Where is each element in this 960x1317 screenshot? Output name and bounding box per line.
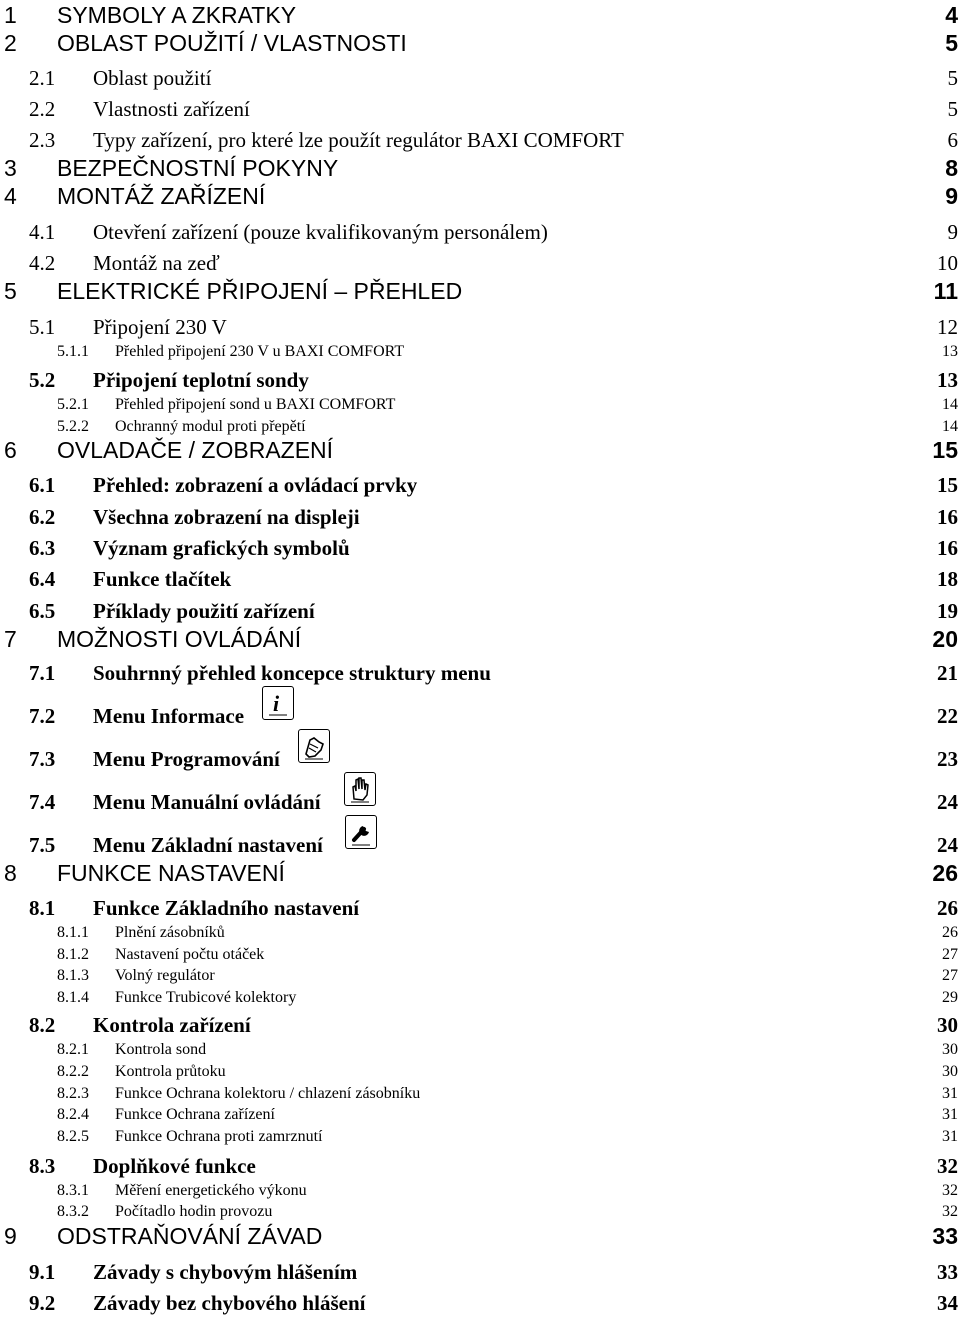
toc-entry-number: 6.4 — [29, 567, 56, 591]
toc-entry-6[interactable] — [0, 435, 960, 465]
toc-entry-page-number: 5 — [945, 30, 958, 56]
toc-entry-number: 8.2.2 — [57, 1063, 89, 1080]
toc-entry-6-4[interactable] — [0, 563, 960, 593]
toc-entry-title: Funkce Trubicové kolektory — [115, 989, 297, 1006]
toc-entry-number: 8.3.2 — [57, 1203, 89, 1220]
toc-entry-title: Typy zařízení, pro které lze použít regulátor BAXI COMFORT — [93, 128, 624, 152]
toc-entry-number: 2.2 — [29, 97, 56, 121]
toc-entry-number: 5.2 — [29, 368, 56, 392]
toc-entry-8-2-5[interactable] — [0, 1122, 960, 1152]
toc-entry-number: 7.2 — [29, 704, 56, 728]
toc-entry-page-number: 16 — [937, 536, 958, 560]
toc-entry-page-number: 14 — [942, 396, 958, 413]
toc-entry-title: Plnění zásobníků — [115, 924, 225, 941]
toc-entry-7[interactable] — [0, 624, 960, 654]
wrench-icon — [345, 815, 377, 849]
toc-entry-page-number: 14 — [942, 418, 958, 435]
toc-entry-page-number: 29 — [942, 989, 958, 1006]
toc-entry-4[interactable] — [0, 181, 960, 211]
toc-entry-5[interactable] — [0, 276, 960, 306]
toc-entry-page-number: 31 — [942, 1128, 958, 1145]
toc-entry-6-1[interactable] — [0, 469, 960, 499]
toc-entry-title: Připojení teplotní sondy — [93, 368, 309, 392]
toc-entry-number: 2 — [4, 30, 17, 56]
toc-entry-page-number: 27 — [942, 967, 958, 984]
toc-entry-title: Měření energetického výkonu — [115, 1182, 307, 1199]
toc-entry-page-number: 30 — [942, 1041, 958, 1058]
toc-entry-title: Vlastnosti zařízení — [93, 97, 250, 121]
toc-entry-page-number: 19 — [937, 599, 958, 623]
toc-entry-number: 8.1.2 — [57, 946, 89, 963]
toc-entry-page-number: 18 — [937, 567, 958, 591]
toc-entry-title: Funkce Ochrana proti zamrznutí — [115, 1128, 323, 1145]
toc-entry-number: 9 — [4, 1223, 17, 1249]
toc-entry-title: Připojení 230 V — [93, 315, 227, 339]
toc-entry-page-number: 9 — [945, 183, 958, 209]
toc-entry-title: Menu Informace — [93, 704, 245, 728]
toc-entry-page-number: 31 — [942, 1106, 958, 1123]
toc-entry-title: Menu Manuální ovládání — [93, 790, 321, 814]
toc-entry-page-number: 5 — [947, 97, 958, 121]
toc-entry-title: Volný regulátor — [115, 967, 215, 984]
toc-entry-6-5[interactable] — [0, 595, 960, 625]
toc-entry-number: 9.2 — [29, 1291, 56, 1315]
toc-entry-page-number: 30 — [937, 1013, 958, 1037]
toc-entry-page-number: 4 — [945, 2, 958, 28]
toc-entry-title: Význam grafických symbolů — [93, 536, 350, 560]
info-icon — [262, 686, 294, 720]
toc-entry-title: Přehled: zobrazení a ovládací prvky — [93, 473, 418, 497]
toc-entry-2-2[interactable] — [0, 93, 960, 123]
toc-entry-title: Kontrola průtoku — [115, 1063, 226, 1080]
toc-entry-title: Přehled připojení sond u BAXI COMFORT — [115, 396, 396, 413]
toc-entry-1[interactable] — [0, 0, 960, 30]
toc-entry-number: 6.1 — [29, 473, 56, 497]
toc-entry-9-2[interactable] — [0, 1287, 960, 1317]
toc-entry-number: 8.2.1 — [57, 1041, 89, 1058]
toc-entry-page-number: 26 — [937, 896, 958, 920]
toc-entry-title: ELEKTRICKÉ PŘIPOJENÍ – PŘEHLED — [57, 278, 463, 304]
toc-entry-page-number: 33 — [937, 1260, 958, 1284]
toc-entry-number: 5.1 — [29, 315, 56, 339]
toc-entry-4-1[interactable] — [0, 216, 960, 246]
toc-entry-title: Funkce Ochrana zařízení — [115, 1106, 275, 1123]
toc-entry-number: 1 — [4, 2, 17, 28]
toc-entry-7-5[interactable] — [0, 829, 960, 859]
toc-entry-9[interactable] — [0, 1221, 960, 1251]
toc-entry-page-number: 34 — [937, 1291, 958, 1315]
toc-entry-3[interactable] — [0, 153, 960, 183]
toc-entry-number: 8.3.1 — [57, 1182, 89, 1199]
toc-entry-title: Kontrola zařízení — [93, 1013, 251, 1037]
toc-entry-number: 6.5 — [29, 599, 56, 623]
toc-entry-page-number: 20 — [932, 626, 958, 652]
toc-entry-page-number: 12 — [937, 315, 958, 339]
toc-entry-page-number: 16 — [937, 505, 958, 529]
toc-entry-page-number: 23 — [937, 747, 958, 771]
toc-entry-number: 4 — [4, 183, 17, 209]
toc-entry-page-number: 24 — [937, 833, 958, 857]
toc-entry-6-3[interactable] — [0, 532, 960, 562]
toc-entry-5-1-1[interactable] — [0, 337, 960, 367]
toc-entry-title: Nastavení počtu otáček — [115, 946, 265, 963]
toc-entry-title: MOŽNOSTI OVLÁDÁNÍ — [57, 626, 302, 652]
toc-entry-title: Menu Základní nastavení — [93, 833, 323, 857]
toc-entry-title: Příklady použití zařízení — [93, 599, 315, 623]
toc-entry-number: 2.3 — [29, 128, 56, 152]
toc-entry-page-number: 10 — [937, 251, 958, 275]
toc-entry-page-number: 27 — [942, 946, 958, 963]
manual-hand-icon — [344, 772, 376, 806]
toc-entry-title: Funkce Ochrana kolektoru / chlazení zásobníku — [115, 1085, 421, 1102]
toc-entry-title: Závady bez chybového hlášení — [93, 1291, 366, 1315]
toc-entry-page-number: 32 — [942, 1203, 958, 1220]
toc-entry-title: Počítadlo hodin provozu — [115, 1203, 273, 1220]
toc-entry-4-2[interactable] — [0, 247, 960, 277]
toc-entry-number: 2.1 — [29, 66, 56, 90]
toc-entry-number: 4.1 — [29, 220, 56, 244]
toc-entry-number: 8 — [4, 860, 17, 886]
toc-entry-page-number: 32 — [942, 1182, 958, 1199]
toc-entry-title: Všechna zobrazení na displeji — [93, 505, 360, 529]
toc-entry-number: 5.2.2 — [57, 418, 89, 435]
toc-entry-number: 6 — [4, 437, 17, 463]
toc-entry-number: 8.3 — [29, 1154, 56, 1178]
programming-hand-icon — [298, 729, 330, 763]
toc-entry-title: Menu Programování — [93, 747, 280, 771]
toc-entry-number: 5 — [4, 278, 17, 304]
toc-entry-number: 8.1.3 — [57, 967, 89, 984]
toc-entry-8[interactable] — [0, 858, 960, 888]
toc-entry-title: Montáž na zeď — [93, 251, 220, 275]
toc-entry-number: 8.1.4 — [57, 989, 89, 1006]
toc-entry-number: 8.2 — [29, 1013, 56, 1037]
toc-entry-title: ODSTRAŇOVÁNÍ ZÁVAD — [57, 1223, 323, 1249]
toc-entry-7-1[interactable] — [0, 657, 960, 687]
toc-entry-page-number: 15 — [937, 473, 958, 497]
toc-entry-2[interactable] — [0, 28, 960, 58]
toc-entry-page-number: 6 — [947, 128, 958, 152]
toc-entry-page-number: 33 — [932, 1223, 958, 1249]
toc-entry-page-number: 13 — [937, 368, 958, 392]
toc-entry-2-1[interactable] — [0, 62, 960, 92]
toc-entry-number: 4.2 — [29, 251, 56, 275]
toc-entry-title: OBLAST POUŽITÍ / VLASTNOSTI — [57, 30, 407, 56]
toc-entry-title: Přehled připojení 230 V u BAXI COMFORT — [115, 343, 405, 360]
toc-entry-7-2[interactable] — [0, 691, 960, 730]
toc-entry-number: 8.2.5 — [57, 1128, 89, 1145]
toc-entry-page-number: 9 — [947, 220, 958, 244]
toc-entry-6-2[interactable] — [0, 501, 960, 531]
toc-entry-title: Funkce tlačítek — [93, 567, 232, 591]
toc-entry-number: 7.3 — [29, 747, 56, 771]
toc-entry-title: SYMBOLY A ZKRATKY — [57, 2, 297, 28]
toc-entry-9-1[interactable] — [0, 1256, 960, 1286]
toc-entry-page-number: 26 — [942, 924, 958, 941]
toc-entry-page-number: 13 — [942, 343, 958, 360]
toc-entry-number: 6.3 — [29, 536, 56, 560]
toc-entry-title: Otevření zařízení (pouze kvalifikovaným personálem) — [93, 220, 548, 244]
toc-entry-number: 9.1 — [29, 1260, 56, 1284]
toc-entry-number: 7 — [4, 626, 17, 652]
toc-entry-title: OVLADAČE / ZOBRAZENÍ — [57, 437, 334, 463]
toc-entry-title: Ochranný modul proti přepětí — [115, 418, 306, 435]
toc-entry-number: 6.2 — [29, 505, 56, 529]
toc-entry-7-3[interactable] — [0, 743, 960, 773]
toc-entry-page-number: 22 — [937, 704, 958, 728]
toc-entry-page-number: 31 — [942, 1085, 958, 1102]
toc-entry-number: 7.4 — [29, 790, 56, 814]
toc-entry-page-number: 32 — [937, 1154, 958, 1178]
toc-entry-title: Doplňkové funkce — [93, 1154, 256, 1178]
toc-entry-title: MONTÁŽ ZAŘÍZENÍ — [57, 183, 266, 209]
toc-entry-page-number: 24 — [937, 790, 958, 814]
svg-text:i: i — [273, 691, 280, 716]
toc-entry-title: Souhrnný přehled koncepce struktury menu — [93, 661, 491, 685]
toc-entry-number: 5.2.1 — [57, 396, 89, 413]
toc-entry-7-4[interactable] — [0, 786, 960, 816]
toc-entry-page-number: 8 — [945, 155, 958, 181]
toc-entry-number: 3 — [4, 155, 17, 181]
toc-entry-2-3[interactable] — [0, 124, 960, 154]
toc-entry-title: Funkce Základního nastavení — [93, 896, 360, 920]
toc-entry-title: Kontrola sond — [115, 1041, 207, 1058]
toc-entry-page-number: 21 — [937, 661, 958, 685]
toc-entry-page-number: 30 — [942, 1063, 958, 1080]
toc-entry-number: 8.2.3 — [57, 1085, 89, 1102]
toc-entry-page-number: 26 — [932, 860, 958, 886]
toc-entry-number: 8.1 — [29, 896, 56, 920]
toc-entry-title: FUNKCE NASTAVENÍ — [57, 860, 285, 886]
toc-entry-page-number: 15 — [932, 437, 958, 463]
toc-entry-number: 8.2.4 — [57, 1106, 89, 1123]
toc-entry-title: Závady s chybovým hlášením — [93, 1260, 358, 1284]
toc-entry-page-number: 5 — [947, 66, 958, 90]
toc-entry-title: BEZPEČNOSTNÍ POKYNY — [57, 155, 339, 181]
toc-entry-number: 5.1.1 — [57, 343, 89, 360]
toc-entry-number: 7.1 — [29, 661, 56, 685]
toc-entry-number: 7.5 — [29, 833, 56, 857]
toc-entry-page-number: 11 — [933, 278, 958, 304]
toc-entry-title: Oblast použití — [93, 66, 212, 90]
toc-entry-number: 8.1.1 — [57, 924, 89, 941]
